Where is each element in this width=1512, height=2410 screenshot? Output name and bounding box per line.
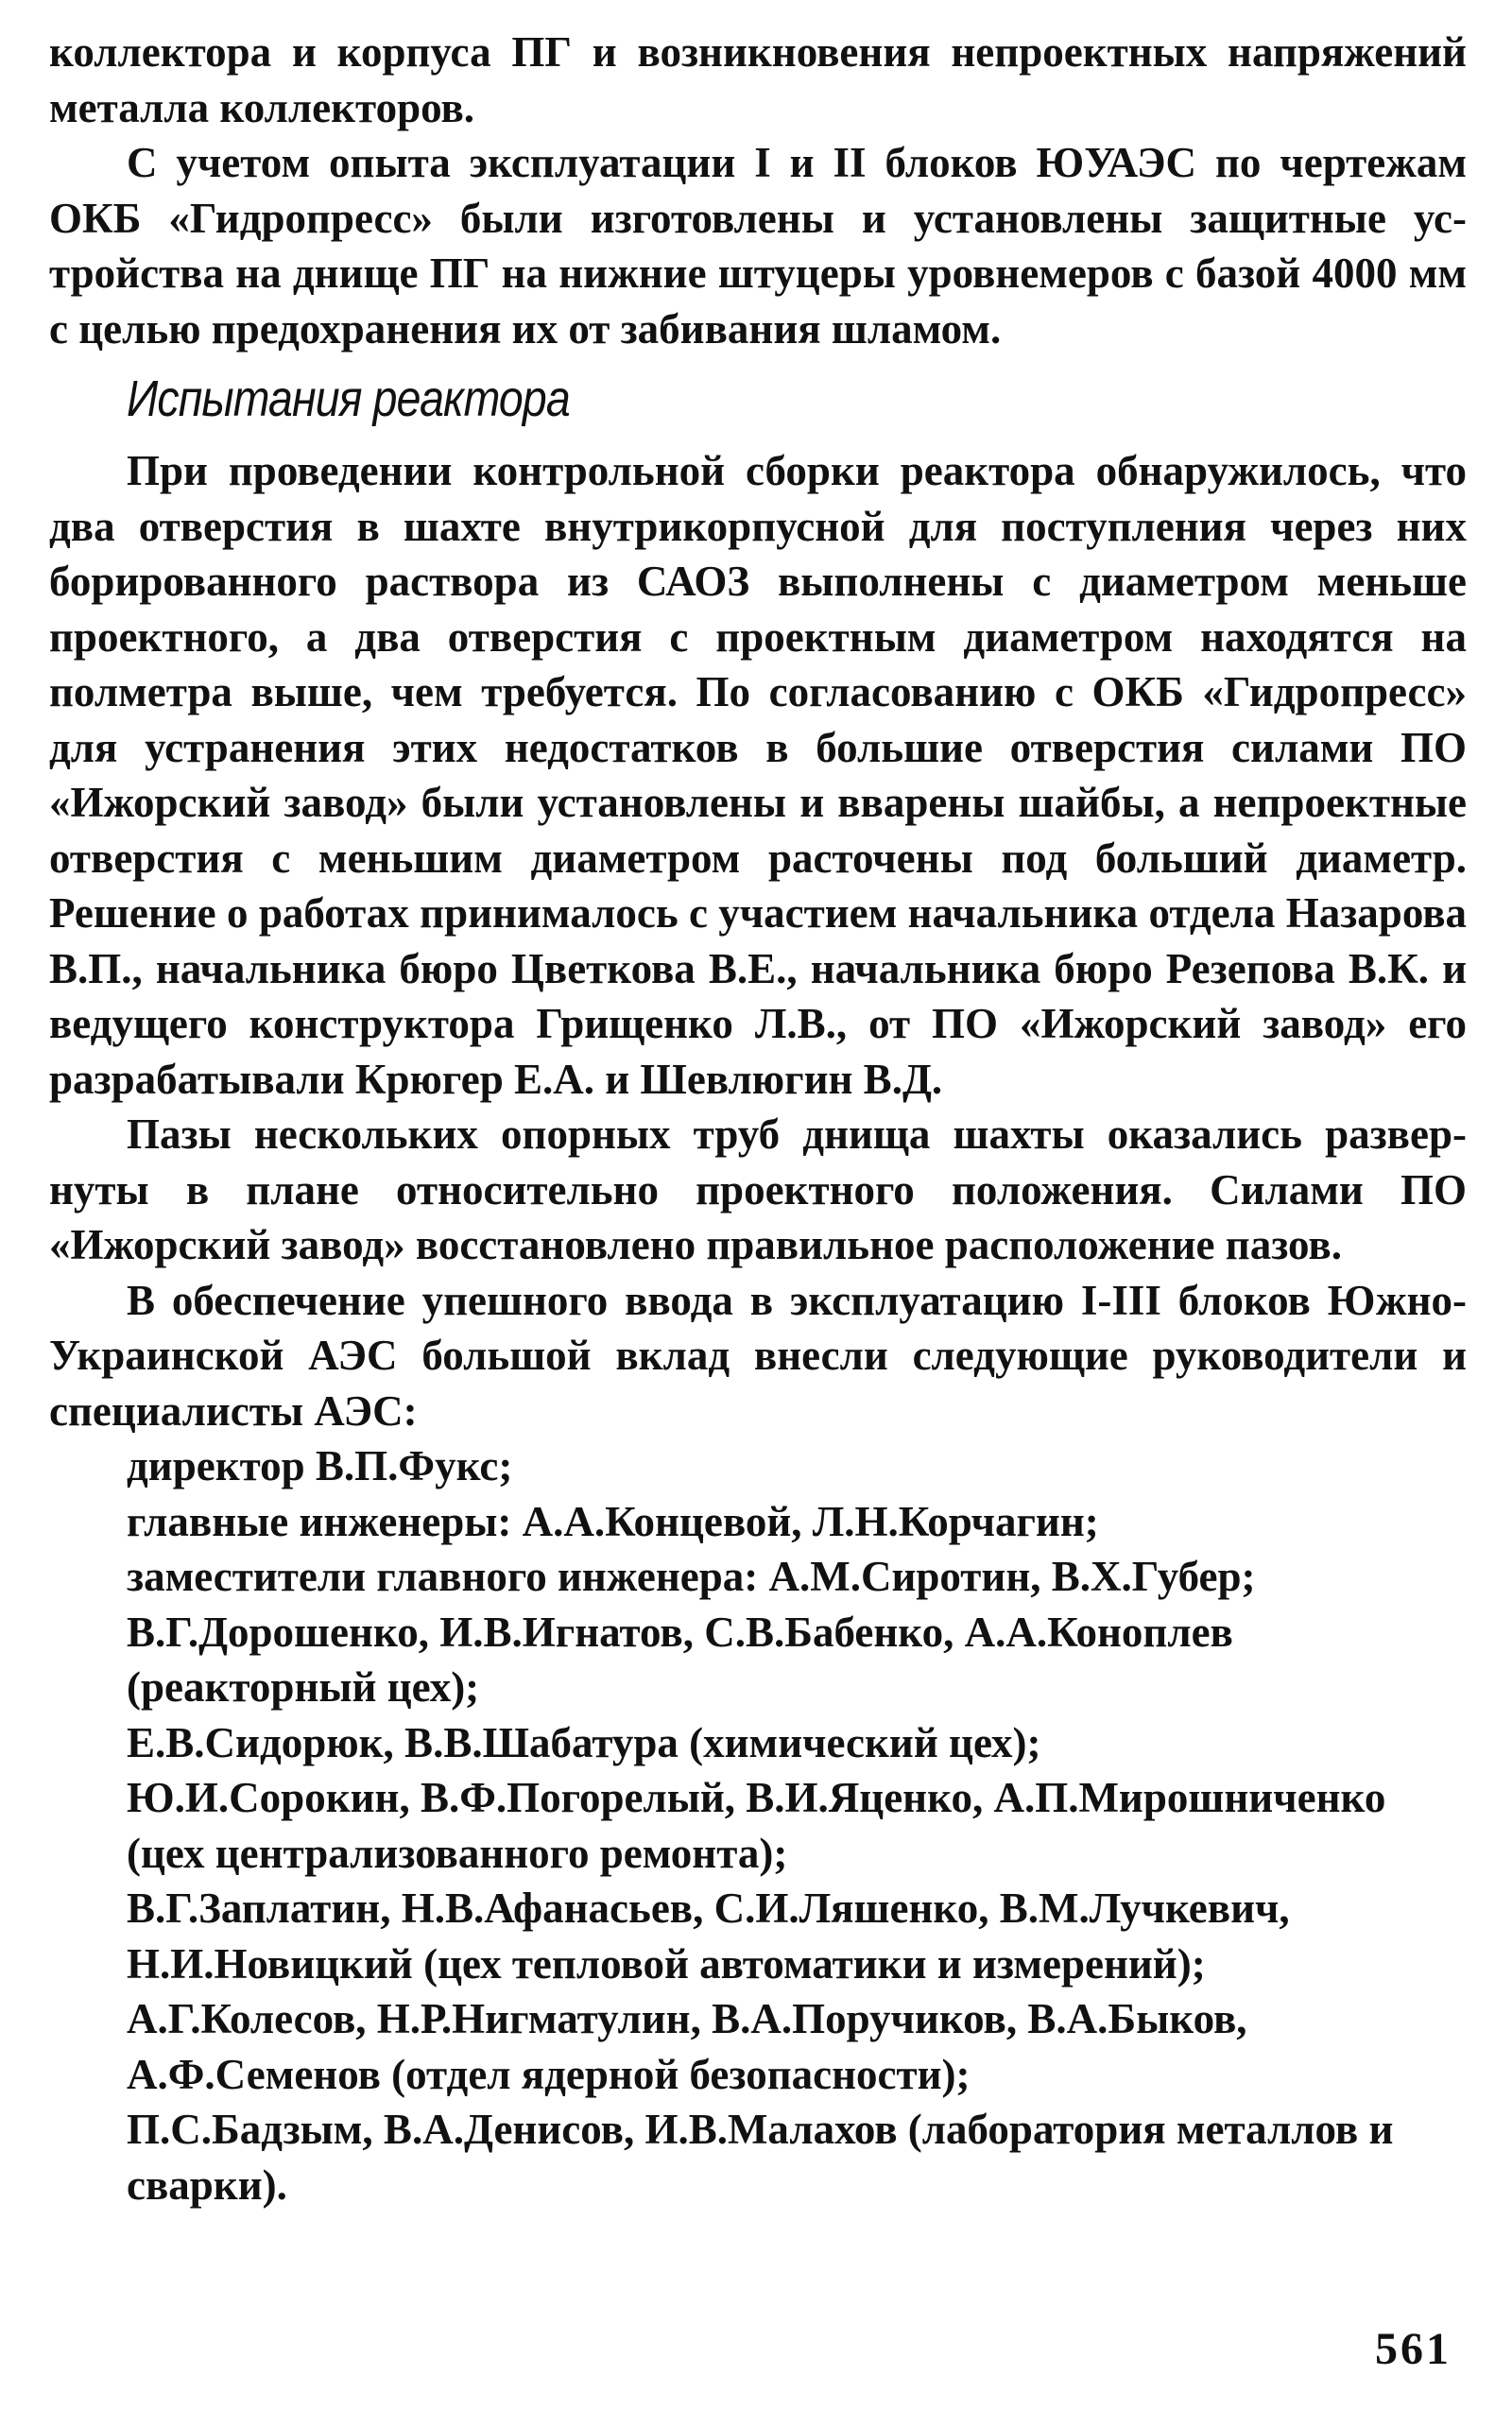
paragraph-support-tubes: Пазы нескольких опорных труб днища шахты оказались развернуты в плане относительно проектного положения. Силами ПО «Ижорский завод» восстановлено правильное расположение пазов.	[49, 1110, 1467, 1268]
paragraph-protective-devices: С учетом опыта эксплуатации I и II блоков ЮУАЭС по чертежам ОКБ «Гидропресс» были изготовлены и установлены защитные устройства на днище ПГ на нижние штуцеры уровнемеров с базой 4000 мм с целью предохранения их от забивания шламом.	[49, 139, 1467, 353]
list-item: Ю.И.Сорокин, В.Ф.Погорелый, В.И.Яценко, А.П.Мирошниченко (цех централизованного ремонта);	[127, 1774, 1386, 1877]
list-item: В.Г.Дорошенко, И.В.Игнатов, С.В.Бабенко, А.А.Коноплев (реакторный цех);	[127, 1608, 1233, 1711]
contributors-list	[49, 1438, 1467, 2212]
paragraph-contributors-intro: В обеспечение упешного ввода в эксплуатацию I-III блоков Южно-Украинской АЭС большой вклад внесли следующие руководители и специалисты АЭС:	[49, 1276, 1467, 1435]
list-item: Е.В.Сидорюк, В.В.Шабатура (химический цех);	[127, 1718, 1041, 1766]
list-item: директор В.П.Фукс;	[127, 1442, 513, 1489]
paragraph-reactor-assembly: При проведении контрольной сборки реактора обнаружилось, что два отверстия в шахте внутрикорпусной для поступления через них борированного раствора из САОЗ выполнены с диаметром меньше проектного, а два отверстия с проектным диаметром находятся на полметра выше, чем требуется. По согласованию с ОКБ «Гидропресс» для устранения этих недостатков в большие отверстия силами ПО «Ижорский завод» были установлены и вварены шайбы, а непроектные отверстия с меньшим диаметром расточены под больший диаметр. Решение о работах принималось с участием начальника отдела Назарова В.П., начальника бюро Цветкова В.Е., начальника бюро Резепова В.К. и ведущего конструктора Грищенко Л.В., от ПО «Ижорский завод» его разрабатывали Крюгер Е.А. и Шевлюгин В.Д.	[49, 447, 1467, 1103]
list-item: В.Г.Заплатин, Н.В.Афанасьев, С.И.Ляшенко, В.М.Лучкевич, Н.И.Новицкий (цех тепловой автоматики и измерений);	[127, 1885, 1290, 1988]
list-item: заместители главного инженера: А.М.Сиротин, В.Х.Губер;	[127, 1553, 1256, 1600]
list-item: главные инженеры: А.А.Концевой, Л.Н.Корчагин;	[127, 1497, 1099, 1545]
intro-paragraph: коллектора и корпуса ПГ и возникновения непроектных напряжений металла коллекторов.	[49, 28, 1467, 131]
list-item: П.С.Бадзым, В.А.Денисов, И.В.Малахов (лаборатория металлов и сварки).	[127, 2106, 1394, 2209]
page-body	[49, 25, 1467, 2212]
section-heading: Испытания реактора	[127, 370, 570, 427]
page-number: 561	[1375, 2324, 1452, 2374]
list-item: А.Г.Колесов, Н.Р.Нигматулин, В.А.Поручиков, В.А.Быков, А.Ф.Семенов (отдел ядерной безопасности);	[127, 1995, 1247, 2098]
